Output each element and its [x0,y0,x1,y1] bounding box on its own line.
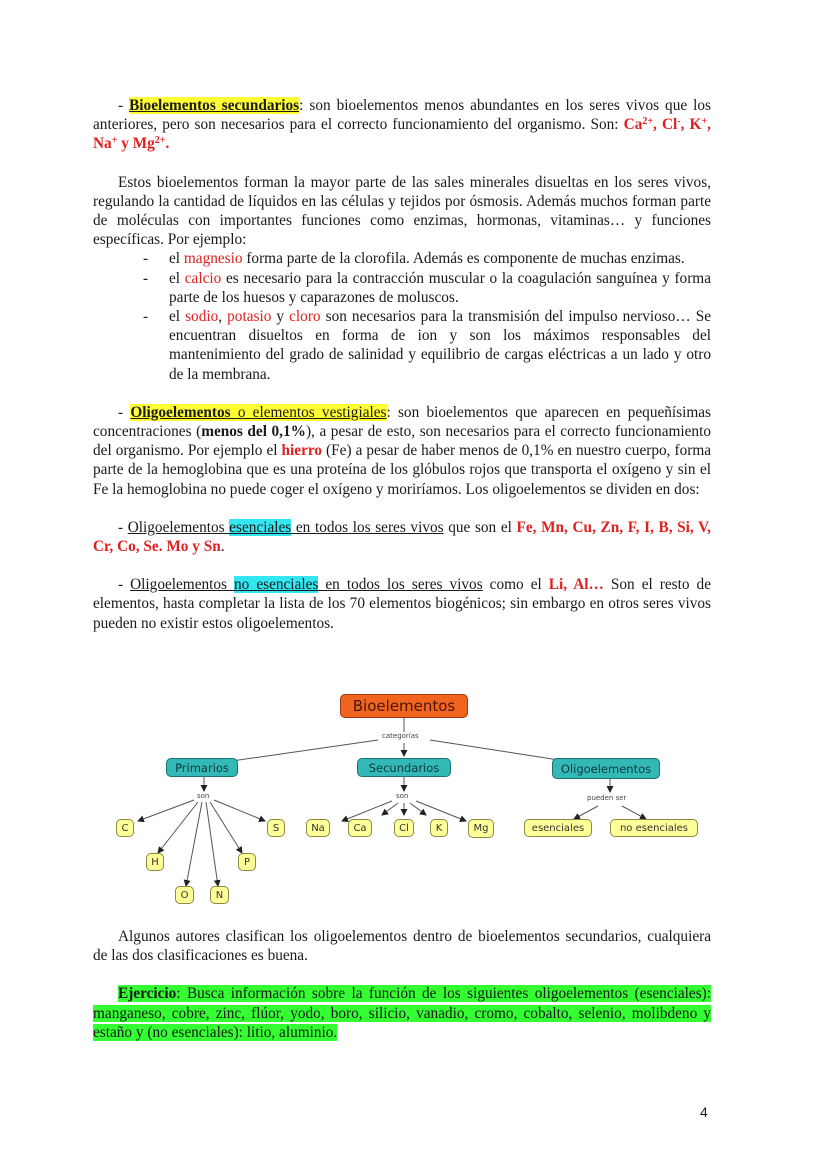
node-h: H [146,853,164,871]
node-s: S [267,819,285,837]
node-na: Na [306,819,330,837]
node-cl: Cl [394,819,414,837]
paragraph-esenciales: - Oligoelementos esenciales en todos los seres vivos que son el Fe, Mn, Cu, Zn, F, I, B, Si, V, Cr, Co, Se. Mo y Sn. [93,518,711,556]
page-number: 4 [700,1104,708,1120]
link-label-son-primarios: son [197,792,210,800]
paragraph-oligoelementos: - Oligoelementos o elementos vestigiales: son bioelementos que aparecen en pequeñísimas concentraciones (menos del 0,1%), a pesar de esto, son necesarios para el correcto funcionamiento del organismo. Por ejemplo el hierro (Fe) a pesar de haber menos de 0,1% en nuestro cuerpo, forma parte de la hemoglobina que es una proteína de los glóbulos rojos que transporta el oxígeno y sin el Fe la hemoglobina no puede coger el oxígeno y moriríamos. Los oligoelementos se dividen en dos: [93,403,712,498]
paragraph-sales-minerales: Estos bioelementos forman la mayor parte de las sales minerales disueltas en los seres vivos, regulando la cantidad de líquidos en las células y tejidos por ósmosis. Además muchos forman parte de moléculas con importantes funciones como enzimas, hormonas, vitaminas… y funciones específicas. Por ejemplo: [93,173,711,249]
term-bioelementos-secundarios: Bioelementos secundarios [129,97,300,114]
term-oligoelementos: Oligoelementos o elementos vestigiales [130,403,387,421]
node-c: C [116,819,134,837]
link-label-son-secundarios: son [396,792,409,800]
node-primarios: Primarios [166,758,238,777]
concept-map-diagram [100,688,720,913]
examples-list [93,249,711,383]
node-p: P [238,853,256,871]
node-oligoelementos: Oligoelementos [552,758,660,779]
document-body [93,96,711,633]
paragraph-secundarios: - Bioelementos secundarios: son bioelementos menos abundantes en los seres vivos que los anteriores, pero son necesarios para el correcto funcionamiento del organismo. Son: $Ca^{2+}$, Cl-, K+, Na+ y $Mg^{2+}$. [93,97,712,153]
paragraph-no-esenciales: - Oligoelementos no esenciales en todos los seres vivos como el Li, Al… Son el resto de elementos, hasta completar la lista de los 70 elementos biogénicos; sin embargo en otros seres vivos pueden no existir estos oligoelementos. [93,576,711,632]
ion-list: $Ca^{2+}$, Cl-, K+, Na+ y $Mg^{2+}$. [93,116,711,153]
document-body-lower [93,927,711,1042]
node-secundarios: Secundarios [357,758,451,777]
node-esenciales: esenciales [524,819,592,837]
list-item-magnesio: - el magnesio forma parte de la clorofila. Además es componente de muchas enzimas. [143,249,711,268]
paragraph-autores: Algunos autores clasifican los oligoelementos dentro de bioelementos secundarios, cualquiera de las dos clasificaciones es buena. [93,928,711,965]
node-mg: Mg [468,819,494,838]
list-item-sodio-potasio-cloro: - el sodio, potasio y cloro son necesarios para la transmisión del impulso nervioso… Se encuentran disueltos en forma de ion y son los máximos responsables del mantenimiento del grado de salinidad y equilibrio de cargas eléctricas a un lado y otro de la membrana. [143,307,711,384]
node-no-esenciales: no esenciales [610,819,698,837]
exercise-highlight: Ejercicio: Busca información sobre la función de los siguientes oligoelementos (esenciales): manganeso, cobre, zinc, flúor, yodo, boro, silicio, vanadio, cromo, cobalto, selenio, molibdeno y estaño y (no esenciales): litio, aluminio. [93,985,711,1041]
paragraph-ejercicio [93,984,711,1042]
node-n: N [210,886,229,904]
node-o: O [175,886,194,904]
list-item-calcio: - el calcio es necesario para la contracción muscular o la coagulación sanguínea y forma parte de los huesos y caparazones de moluscos. [143,269,711,307]
node-k: K [430,819,448,837]
node-bioelementos: Bioelementos [340,694,468,718]
link-label-pueden-ser: pueden ser [587,794,627,802]
node-ca: Ca [348,819,372,837]
link-label-categorias: categorías [382,732,419,740]
